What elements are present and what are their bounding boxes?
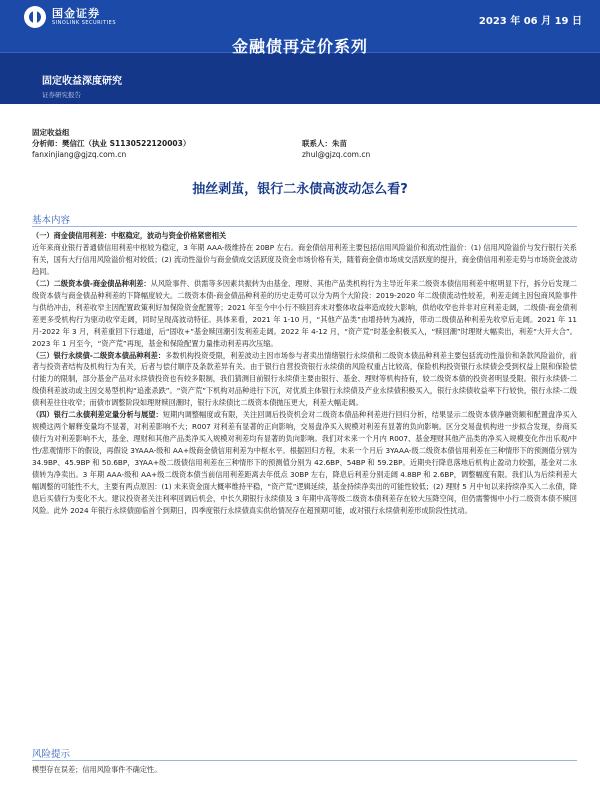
logo-mark-icon — [24, 6, 46, 28]
paragraph-heading: （四）银行二永债利差定量分析与展望： — [32, 410, 163, 420]
risk-text: 模型存在误差；信用风险事件不确定性。 — [32, 765, 162, 774]
report-title: 抽丝剥茧，银行二永债高波动怎么看? — [192, 182, 408, 197]
paragraph-text: 从风险事件、供需等多因素共振转为由基金、理财、其他产品类机构行为主导近年来二级资本债信用利差中枢明显下行，拆分后发现二级资本债与商金债品种利差的下降幅度较大。二级资本债-商金债品种利差的历史走势可以分为两个大阶段：2019-2020 年二级债流动性较差，利差走阔主因包商风险事件与供给冲击，利差收窄主因配置政策利好加保险资金配置等；2021 年至今中小行不赎回弃未对整体收益率造成较大影响，供给收窄也并非对应利差走阔，二级债-商金债利差更多受机构行为驱动收窄走阔，同时呈现高波动特征。具体来看，2021 年 1-10 月，“其他产品类”由增持转为减持，带动二级债品种利差先收窄后走阔。2021 年 11 月-2022 年 3 月，利差重回下行通道，后“固收+”基金赎回潮引发利差走阔。2022 年 4-12 月，“资产荒”时基金积极买入，“赎回潮”时理财大幅卖出，利差“大开大合”。2023 年 1 月至今，“资产荒”再现，基金和保险配置力量推动利差再次压缩。 — [32, 278, 577, 348]
report-subtype: 证券研究报告 — [42, 91, 81, 99]
logo-cn: 国金证券 — [52, 7, 100, 20]
industry-group: 固定收益组 — [32, 128, 70, 137]
paragraph-text: 多数机构投资受限，利差波动主因市场参与者卖出情绪银行永续债和二级资本债品种利差主要包括流动性溢价和条款风险溢价，前者与投资者结构及机构行为有关，后者与偿付顺序及条款差异有关。由于银行自营投资银行永续债的风险权重占比较高，保险机构投资银行永续债会受到权益上限和保险偿付能力的限制，部分基金产品对永续债投资也有较多限制，我们猜测目前银行永续债主要由银行、基金、理财等机构持有，较二级资本债的投资者明显受限。银行永续债-二级债利差波动或主因交易型机构“追涨杀跌”。“资产荒”下机构对品种进行下沉，对优质主体银行永续债及产业永续债积极买入，银行永续债收益率下行较快，银行永续-二级债利差往往收窄；而债市调整阶段如理财赎回潮时，银行永续债比二级资本债抛压更大，利差大幅走阔。 — [32, 350, 577, 408]
summary-body — [32, 230, 577, 517]
contact-email[interactable]: zhul@gjzq.com.cn — [302, 150, 371, 159]
section-heading-basic: 基本内容 — [32, 215, 71, 226]
paragraph-text: 短期内调整幅度或有限，关注回调后投资机会对二级资本债品种利差进行回归分析，结果显示二级资本债净融资额和配置盘净买入规模这两个解释变量均不显著，对利差影响不大；R007 对利差有显著的正向影响，交易盘净买入规模对利差有显著的负向影响。区分交易盘机构进一步拟合发现，券商买债行为对利差影响不大，基金、理财和其他产品类净买入规模对利差均有显著的负向影响。我们对未来一个月内 R007、基金理财其他产品类的净买入规模变化作出乐观/中性/悲观情形下的假设，再假设 3YAAA-级和 AA+级商金债信用利差为中枢水平。根据回归方程，未来一个月后 3YAAA-级二级资本债信用利差在三种情形下的预测值分别为 34.9BP、45.9BP 和 50.6BP，3YAA+级二级债信用利差在三种情形下的预测值分别为 42.6BP、54BP 和 59.2BP。近期央行降息落地后机构止盈动力较强，基金对二永债转为净卖出。3 年期 AAA-级和 AA+级二级资本债当前信用利差距离去年低点 30BP 左右，降息后利差分别走阔 4.8BP 和 2.6BP，调整幅度有限。我们认为后续利差大幅调整的可能性不大，主要有两点原因：(1) 未来资金面大概率维持平稳，“资产荒”逻辑延续，基金持续净卖出的可能性较低；(2) 理财 5 月中旬以来持续净买入二永债，降息后买债行为变化不大。建议投资者关注利率回调后机会，中长久期银行永续债及 3 年期中高等级二级资本债利差存在较大压降空间，但仍需警惕中小行二级资本债不赎回风险。此外 2024 年银行永续债面临首个到期日，四季度银行永续债真实供给情况存在超预期可能，或对银行永续债利差形成阶段性扰动。 — [32, 410, 577, 515]
section-divider — [32, 760, 577, 761]
paragraph-heading: （二）二级资本债-商金债品种利差： — [32, 278, 151, 288]
paragraph-4 — [32, 350, 577, 410]
section-heading-risk: 风险提示 — [32, 749, 71, 760]
paragraph-2 — [32, 242, 577, 278]
report-date: 2023 年 06 月 19 日 — [478, 16, 582, 27]
contact: 联系人：朱苗 — [302, 139, 347, 148]
paragraph-3 — [32, 278, 577, 350]
paragraph-1 — [32, 230, 577, 242]
paragraph-heading: （三）银行永续债-二级资本债品种利差： — [32, 350, 166, 360]
paragraph-text: 近年来商业银行普通债信用利差中枢较为稳定，3 年期 AAA-级维持在 20BP 左右。商金债信用利差主要包括信用风险溢价和流动性溢价：(1) 信用风险溢价与发行银行关系有关，国有大行信用风险溢价相对较低；(2) 流动性溢价与商金债成交活跃度及资金市场价格有关，随着商金债市场成交活跃度的提升，商金债信用利差走势与市场资金波动趋同。 — [32, 242, 577, 276]
company-logo — [24, 6, 116, 28]
logo-en: SINOLINK SECURITIES — [52, 20, 116, 26]
analyst-email[interactable]: fanxinjiang@gjzq.com.cn — [32, 150, 127, 159]
author-info — [32, 127, 572, 160]
series-title: 金融债再定价系列 — [231, 37, 368, 56]
paragraph-5 — [32, 409, 577, 517]
analyst: 分析师：樊信江（执业 S1130522120003） — [32, 139, 191, 148]
paragraph-heading: （一）商金债信用利差：中枢稳定，波动与资金价格紧密相关 — [32, 231, 227, 240]
report-banner — [0, 0, 600, 104]
report-type: 固定收益深度研究 — [42, 76, 122, 87]
section-divider — [32, 226, 577, 227]
